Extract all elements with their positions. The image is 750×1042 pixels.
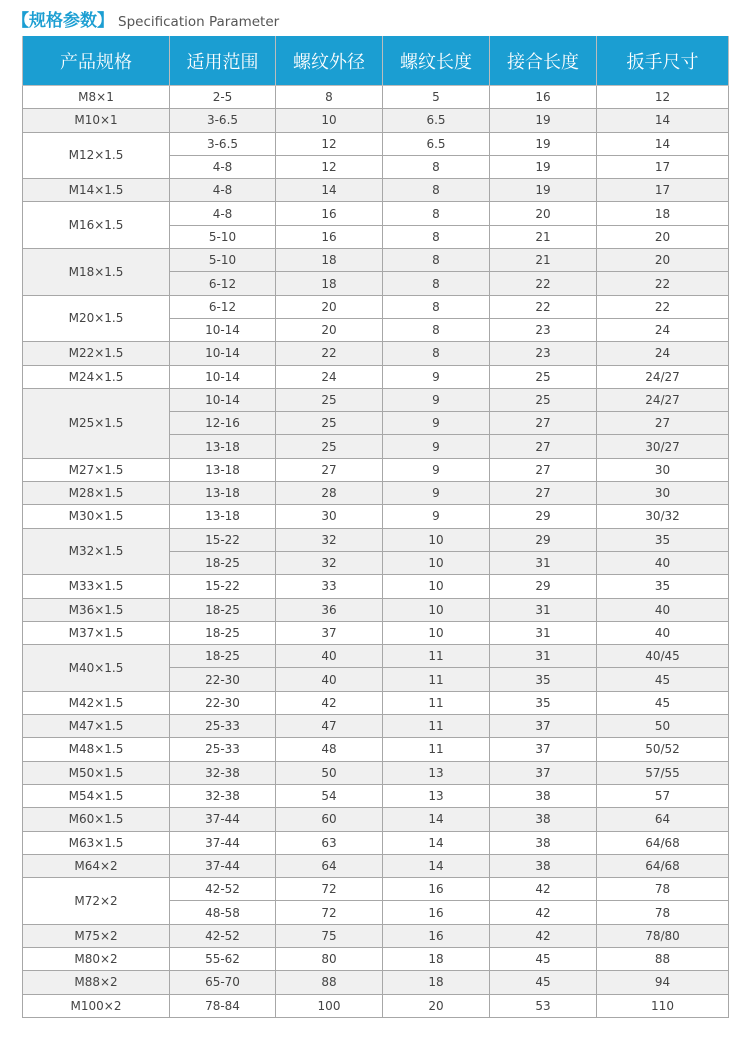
thread-length-cell: 8 xyxy=(383,318,490,341)
range-cell: 4-8 xyxy=(170,155,276,178)
joint-length-cell: 37 xyxy=(490,715,597,738)
spec-cell: M48×1.5 xyxy=(23,738,170,761)
wrench-size-cell: 17 xyxy=(597,179,729,202)
outer-diameter-cell: 10 xyxy=(276,109,383,132)
table-row xyxy=(23,575,729,598)
outer-diameter-cell: 16 xyxy=(276,202,383,225)
outer-diameter-cell: 72 xyxy=(276,901,383,924)
wrench-size-cell: 27 xyxy=(597,412,729,435)
thread-length-cell: 8 xyxy=(383,295,490,318)
spec-cell: M25×1.5 xyxy=(23,388,170,458)
thread-length-cell: 14 xyxy=(383,854,490,877)
joint-length-cell: 27 xyxy=(490,435,597,458)
spec-cell: M100×2 xyxy=(23,994,170,1017)
range-cell: 18-25 xyxy=(170,645,276,668)
wrench-size-cell: 24/27 xyxy=(597,365,729,388)
wrench-size-cell: 78/80 xyxy=(597,924,729,947)
spec-cell: M28×1.5 xyxy=(23,482,170,505)
wrench-size-cell: 78 xyxy=(597,878,729,901)
outer-diameter-cell: 16 xyxy=(276,225,383,248)
joint-length-cell: 31 xyxy=(490,621,597,644)
range-cell: 37-44 xyxy=(170,831,276,854)
section-title xyxy=(12,6,279,32)
table-row xyxy=(23,365,729,388)
joint-length-cell: 19 xyxy=(490,132,597,155)
range-cell: 25-33 xyxy=(170,715,276,738)
joint-length-cell: 37 xyxy=(490,761,597,784)
spec-cell: M8×1 xyxy=(23,86,170,109)
table-row xyxy=(23,482,729,505)
joint-length-cell: 42 xyxy=(490,924,597,947)
joint-length-cell: 25 xyxy=(490,388,597,411)
range-cell: 37-44 xyxy=(170,808,276,831)
outer-diameter-cell: 20 xyxy=(276,295,383,318)
range-cell: 22-30 xyxy=(170,668,276,691)
outer-diameter-cell: 32 xyxy=(276,551,383,574)
outer-diameter-cell: 40 xyxy=(276,645,383,668)
joint-length-cell: 22 xyxy=(490,272,597,295)
table-row xyxy=(23,808,729,831)
joint-length-cell: 31 xyxy=(490,598,597,621)
wrench-size-cell: 30 xyxy=(597,482,729,505)
spec-cell: M54×1.5 xyxy=(23,784,170,807)
outer-diameter-cell: 27 xyxy=(276,458,383,481)
spec-cell: M24×1.5 xyxy=(23,365,170,388)
joint-length-cell: 35 xyxy=(490,668,597,691)
thread-length-cell: 10 xyxy=(383,598,490,621)
wrench-size-cell: 64/68 xyxy=(597,854,729,877)
wrench-size-cell: 30/27 xyxy=(597,435,729,458)
spec-table xyxy=(22,36,729,1018)
outer-diameter-cell: 22 xyxy=(276,342,383,365)
thread-length-cell: 6.5 xyxy=(383,132,490,155)
wrench-size-cell: 40 xyxy=(597,621,729,644)
thread-length-cell: 18 xyxy=(383,971,490,994)
outer-diameter-cell: 36 xyxy=(276,598,383,621)
range-cell: 18-25 xyxy=(170,621,276,644)
range-cell: 65-70 xyxy=(170,971,276,994)
table-row xyxy=(23,715,729,738)
spec-cell: M16×1.5 xyxy=(23,202,170,249)
table-row xyxy=(23,505,729,528)
joint-length-cell: 27 xyxy=(490,482,597,505)
joint-length-cell: 19 xyxy=(490,109,597,132)
spec-table-body xyxy=(23,86,729,1018)
table-row xyxy=(23,528,729,551)
outer-diameter-cell: 80 xyxy=(276,947,383,970)
wrench-size-cell: 14 xyxy=(597,109,729,132)
outer-diameter-cell: 24 xyxy=(276,365,383,388)
table-row xyxy=(23,249,729,272)
joint-length-cell: 38 xyxy=(490,808,597,831)
outer-diameter-cell: 75 xyxy=(276,924,383,947)
spec-cell: M40×1.5 xyxy=(23,645,170,692)
thread-length-cell: 6.5 xyxy=(383,109,490,132)
spec-cell: M72×2 xyxy=(23,878,170,925)
thread-length-cell: 5 xyxy=(383,86,490,109)
spec-cell: M36×1.5 xyxy=(23,598,170,621)
table-row xyxy=(23,458,729,481)
thread-length-cell: 9 xyxy=(383,458,490,481)
outer-diameter-cell: 63 xyxy=(276,831,383,854)
outer-diameter-cell: 42 xyxy=(276,691,383,714)
range-cell: 3-6.5 xyxy=(170,132,276,155)
thread-length-cell: 13 xyxy=(383,784,490,807)
table-row xyxy=(23,738,729,761)
wrench-size-cell: 57/55 xyxy=(597,761,729,784)
range-cell: 37-44 xyxy=(170,854,276,877)
table-row xyxy=(23,342,729,365)
joint-length-cell: 31 xyxy=(490,645,597,668)
joint-length-cell: 42 xyxy=(490,878,597,901)
header-outer-diameter: 螺纹外径 xyxy=(276,36,383,86)
joint-length-cell: 42 xyxy=(490,901,597,924)
spec-cell: M20×1.5 xyxy=(23,295,170,342)
thread-length-cell: 9 xyxy=(383,388,490,411)
range-cell: 15-22 xyxy=(170,528,276,551)
range-cell: 6-12 xyxy=(170,272,276,295)
joint-length-cell: 38 xyxy=(490,831,597,854)
spec-cell: M30×1.5 xyxy=(23,505,170,528)
thread-length-cell: 20 xyxy=(383,994,490,1017)
joint-length-cell: 35 xyxy=(490,691,597,714)
joint-length-cell: 22 xyxy=(490,295,597,318)
outer-diameter-cell: 12 xyxy=(276,155,383,178)
wrench-size-cell: 20 xyxy=(597,225,729,248)
outer-diameter-cell: 8 xyxy=(276,86,383,109)
range-cell: 22-30 xyxy=(170,691,276,714)
outer-diameter-cell: 18 xyxy=(276,272,383,295)
thread-length-cell: 8 xyxy=(383,249,490,272)
range-cell: 6-12 xyxy=(170,295,276,318)
wrench-size-cell: 110 xyxy=(597,994,729,1017)
wrench-size-cell: 12 xyxy=(597,86,729,109)
outer-diameter-cell: 48 xyxy=(276,738,383,761)
section-title-cn: 【规格参数】 xyxy=(12,11,114,31)
thread-length-cell: 11 xyxy=(383,715,490,738)
range-cell: 48-58 xyxy=(170,901,276,924)
table-row xyxy=(23,761,729,784)
spec-cell: M14×1.5 xyxy=(23,179,170,202)
range-cell: 3-6.5 xyxy=(170,109,276,132)
spec-cell: M64×2 xyxy=(23,854,170,877)
outer-diameter-cell: 37 xyxy=(276,621,383,644)
wrench-size-cell: 45 xyxy=(597,668,729,691)
wrench-size-cell: 64 xyxy=(597,808,729,831)
outer-diameter-cell: 60 xyxy=(276,808,383,831)
thread-length-cell: 11 xyxy=(383,691,490,714)
outer-diameter-cell: 20 xyxy=(276,318,383,341)
wrench-size-cell: 40 xyxy=(597,551,729,574)
outer-diameter-cell: 14 xyxy=(276,179,383,202)
wrench-size-cell: 57 xyxy=(597,784,729,807)
thread-length-cell: 9 xyxy=(383,365,490,388)
thread-length-cell: 8 xyxy=(383,342,490,365)
outer-diameter-cell: 50 xyxy=(276,761,383,784)
joint-length-cell: 21 xyxy=(490,249,597,272)
joint-length-cell: 27 xyxy=(490,458,597,481)
joint-length-cell: 31 xyxy=(490,551,597,574)
table-row xyxy=(23,621,729,644)
outer-diameter-cell: 25 xyxy=(276,412,383,435)
range-cell: 32-38 xyxy=(170,761,276,784)
header-spec: 产品规格 xyxy=(23,36,170,86)
wrench-size-cell: 22 xyxy=(597,272,729,295)
wrench-size-cell: 94 xyxy=(597,971,729,994)
joint-length-cell: 23 xyxy=(490,318,597,341)
outer-diameter-cell: 72 xyxy=(276,878,383,901)
outer-diameter-cell: 54 xyxy=(276,784,383,807)
outer-diameter-cell: 32 xyxy=(276,528,383,551)
outer-diameter-cell: 30 xyxy=(276,505,383,528)
thread-length-cell: 13 xyxy=(383,761,490,784)
thread-length-cell: 9 xyxy=(383,435,490,458)
wrench-size-cell: 24 xyxy=(597,342,729,365)
table-row xyxy=(23,295,729,318)
table-row xyxy=(23,878,729,901)
joint-length-cell: 29 xyxy=(490,528,597,551)
wrench-size-cell: 30 xyxy=(597,458,729,481)
range-cell: 13-18 xyxy=(170,505,276,528)
range-cell: 15-22 xyxy=(170,575,276,598)
table-row xyxy=(23,691,729,714)
outer-diameter-cell: 64 xyxy=(276,854,383,877)
thread-length-cell: 14 xyxy=(383,831,490,854)
spec-cell: M75×2 xyxy=(23,924,170,947)
wrench-size-cell: 40 xyxy=(597,598,729,621)
spec-cell: M42×1.5 xyxy=(23,691,170,714)
joint-length-cell: 29 xyxy=(490,505,597,528)
range-cell: 10-14 xyxy=(170,388,276,411)
header-row xyxy=(23,36,729,86)
joint-length-cell: 29 xyxy=(490,575,597,598)
outer-diameter-cell: 33 xyxy=(276,575,383,598)
table-row xyxy=(23,924,729,947)
table-row xyxy=(23,179,729,202)
joint-length-cell: 23 xyxy=(490,342,597,365)
range-cell: 18-25 xyxy=(170,598,276,621)
joint-length-cell: 45 xyxy=(490,971,597,994)
range-cell: 13-18 xyxy=(170,482,276,505)
table-row xyxy=(23,109,729,132)
thread-length-cell: 16 xyxy=(383,924,490,947)
thread-length-cell: 10 xyxy=(383,528,490,551)
wrench-size-cell: 22 xyxy=(597,295,729,318)
joint-length-cell: 19 xyxy=(490,179,597,202)
thread-length-cell: 9 xyxy=(383,482,490,505)
outer-diameter-cell: 100 xyxy=(276,994,383,1017)
joint-length-cell: 37 xyxy=(490,738,597,761)
thread-length-cell: 11 xyxy=(383,738,490,761)
wrench-size-cell: 24/27 xyxy=(597,388,729,411)
thread-length-cell: 16 xyxy=(383,878,490,901)
thread-length-cell: 18 xyxy=(383,947,490,970)
range-cell: 10-14 xyxy=(170,342,276,365)
range-cell: 13-18 xyxy=(170,458,276,481)
joint-length-cell: 45 xyxy=(490,947,597,970)
table-row xyxy=(23,854,729,877)
spec-cell: M27×1.5 xyxy=(23,458,170,481)
thread-length-cell: 16 xyxy=(383,901,490,924)
table-row xyxy=(23,86,729,109)
spec-cell: M47×1.5 xyxy=(23,715,170,738)
table-row xyxy=(23,598,729,621)
thread-length-cell: 10 xyxy=(383,621,490,644)
thread-length-cell: 8 xyxy=(383,202,490,225)
joint-length-cell: 19 xyxy=(490,155,597,178)
thread-length-cell: 9 xyxy=(383,412,490,435)
wrench-size-cell: 40/45 xyxy=(597,645,729,668)
wrench-size-cell: 24 xyxy=(597,318,729,341)
table-row xyxy=(23,971,729,994)
wrench-size-cell: 17 xyxy=(597,155,729,178)
table-row xyxy=(23,202,729,225)
spec-cell: M88×2 xyxy=(23,971,170,994)
table-row xyxy=(23,784,729,807)
table-row xyxy=(23,645,729,668)
range-cell: 4-8 xyxy=(170,179,276,202)
spec-cell: M12×1.5 xyxy=(23,132,170,179)
thread-length-cell: 9 xyxy=(383,505,490,528)
joint-length-cell: 20 xyxy=(490,202,597,225)
spec-cell: M80×2 xyxy=(23,947,170,970)
joint-length-cell: 16 xyxy=(490,86,597,109)
range-cell: 10-14 xyxy=(170,365,276,388)
section-title-en: Specification Parameter xyxy=(118,14,280,30)
wrench-size-cell: 14 xyxy=(597,132,729,155)
table-row xyxy=(23,994,729,1017)
range-cell: 25-33 xyxy=(170,738,276,761)
joint-length-cell: 27 xyxy=(490,412,597,435)
outer-diameter-cell: 88 xyxy=(276,971,383,994)
spec-cell: M10×1 xyxy=(23,109,170,132)
wrench-size-cell: 88 xyxy=(597,947,729,970)
joint-length-cell: 38 xyxy=(490,784,597,807)
range-cell: 4-8 xyxy=(170,202,276,225)
header-wrench-size: 扳手尺寸 xyxy=(597,36,729,86)
range-cell: 10-14 xyxy=(170,318,276,341)
table-row xyxy=(23,947,729,970)
range-cell: 13-18 xyxy=(170,435,276,458)
outer-diameter-cell: 25 xyxy=(276,435,383,458)
range-cell: 18-25 xyxy=(170,551,276,574)
outer-diameter-cell: 28 xyxy=(276,482,383,505)
thread-length-cell: 10 xyxy=(383,575,490,598)
wrench-size-cell: 64/68 xyxy=(597,831,729,854)
spec-cell: M63×1.5 xyxy=(23,831,170,854)
spec-cell: M22×1.5 xyxy=(23,342,170,365)
outer-diameter-cell: 40 xyxy=(276,668,383,691)
outer-diameter-cell: 47 xyxy=(276,715,383,738)
thread-length-cell: 8 xyxy=(383,179,490,202)
table-row xyxy=(23,132,729,155)
wrench-size-cell: 35 xyxy=(597,528,729,551)
table-row xyxy=(23,388,729,411)
outer-diameter-cell: 12 xyxy=(276,132,383,155)
wrench-size-cell: 50/52 xyxy=(597,738,729,761)
spec-cell: M32×1.5 xyxy=(23,528,170,575)
joint-length-cell: 25 xyxy=(490,365,597,388)
joint-length-cell: 38 xyxy=(490,854,597,877)
range-cell: 78-84 xyxy=(170,994,276,1017)
range-cell: 2-5 xyxy=(170,86,276,109)
thread-length-cell: 14 xyxy=(383,808,490,831)
header-joint-length: 接合长度 xyxy=(490,36,597,86)
header-range: 适用范围 xyxy=(170,36,276,86)
table-row xyxy=(23,831,729,854)
wrench-size-cell: 50 xyxy=(597,715,729,738)
range-cell: 55-62 xyxy=(170,947,276,970)
range-cell: 42-52 xyxy=(170,924,276,947)
wrench-size-cell: 78 xyxy=(597,901,729,924)
wrench-size-cell: 30/32 xyxy=(597,505,729,528)
spec-cell: M37×1.5 xyxy=(23,621,170,644)
thread-length-cell: 11 xyxy=(383,668,490,691)
spec-cell: M50×1.5 xyxy=(23,761,170,784)
range-cell: 5-10 xyxy=(170,225,276,248)
spec-cell: M60×1.5 xyxy=(23,808,170,831)
range-cell: 42-52 xyxy=(170,878,276,901)
thread-length-cell: 8 xyxy=(383,272,490,295)
outer-diameter-cell: 18 xyxy=(276,249,383,272)
range-cell: 32-38 xyxy=(170,784,276,807)
wrench-size-cell: 18 xyxy=(597,202,729,225)
thread-length-cell: 8 xyxy=(383,225,490,248)
range-cell: 5-10 xyxy=(170,249,276,272)
wrench-size-cell: 35 xyxy=(597,575,729,598)
outer-diameter-cell: 25 xyxy=(276,388,383,411)
thread-length-cell: 10 xyxy=(383,551,490,574)
range-cell: 12-16 xyxy=(170,412,276,435)
wrench-size-cell: 20 xyxy=(597,249,729,272)
thread-length-cell: 11 xyxy=(383,645,490,668)
thread-length-cell: 8 xyxy=(383,155,490,178)
wrench-size-cell: 45 xyxy=(597,691,729,714)
spec-cell: M33×1.5 xyxy=(23,575,170,598)
joint-length-cell: 53 xyxy=(490,994,597,1017)
header-thread-length: 螺纹长度 xyxy=(383,36,490,86)
spec-cell: M18×1.5 xyxy=(23,249,170,296)
joint-length-cell: 21 xyxy=(490,225,597,248)
